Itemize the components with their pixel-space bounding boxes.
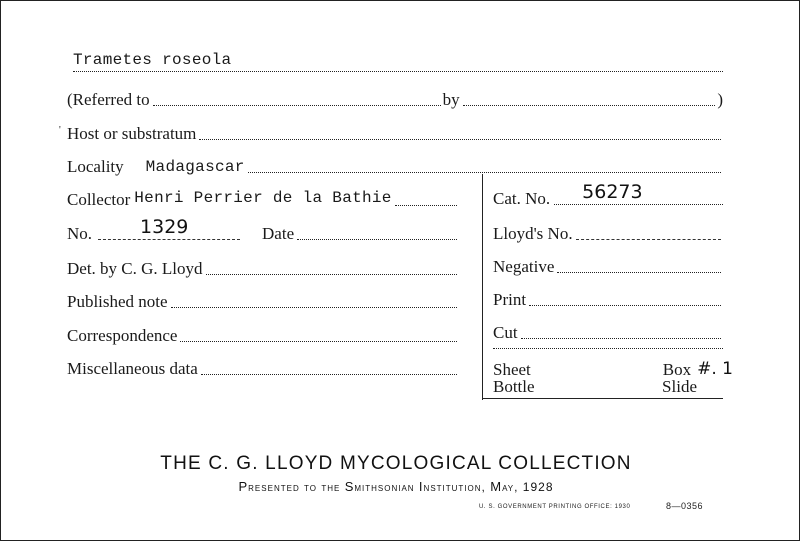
correspondence-label: Correspondence: [67, 326, 178, 345]
sheet-label: Sheet: [493, 360, 531, 379]
no-label: No.: [67, 224, 93, 243]
lloyds-no-line: [576, 239, 721, 240]
correspondence-row: [67, 327, 459, 345]
collection-title: THE C. G. LLOYD MYCOLOGICAL COLLECTION: [160, 453, 632, 474]
cut-label: Cut: [493, 323, 518, 342]
print-row: [493, 291, 723, 309]
host-row: [67, 125, 723, 143]
by-line: [463, 105, 716, 106]
negative-line: [557, 272, 721, 273]
collector-row: [67, 189, 459, 209]
lloyds-no-row: [493, 225, 723, 243]
subtitle-part: nstitution,: [423, 480, 491, 494]
misc-label: Miscellaneous data: [67, 359, 198, 378]
locality-row: [67, 158, 723, 176]
right-box-bottom: [483, 398, 723, 399]
cat-no-value: 56273: [582, 181, 643, 203]
cat-no-line: [554, 204, 723, 205]
referred-row: [67, 91, 723, 109]
subtitle-part: P: [238, 479, 249, 494]
subtitle-part: resented to the: [248, 480, 345, 494]
cat-no-row: [493, 181, 723, 208]
published-label: Published note: [67, 292, 168, 311]
collector-value: Henri Perrier de la Bathie: [134, 189, 392, 207]
locality-line: [248, 172, 721, 173]
column-divider: [482, 174, 483, 400]
det-line: [206, 274, 457, 275]
misc-line: [201, 374, 457, 375]
printing-office-note: U. S. GOVERNMENT PRINTING OFFICE: 1930: [479, 504, 631, 510]
negative-label: Negative: [493, 257, 555, 276]
form-number: 8—0356: [666, 501, 704, 511]
date-label: Date: [262, 224, 295, 243]
collector-line: [395, 205, 457, 206]
locality-value: Madagascar: [145, 158, 245, 176]
species-name: Trametes roseola: [73, 51, 232, 69]
box-label: Box: [662, 360, 692, 379]
close-paren: ): [717, 90, 723, 109]
print-label: Print: [493, 290, 527, 309]
species-row: [73, 51, 723, 69]
date-line: [297, 239, 457, 240]
host-line: [199, 139, 721, 140]
correspondence-line: [180, 341, 457, 342]
subtitle-part: mithsonian: [354, 480, 419, 494]
cut-row: [493, 324, 723, 342]
sheet-box-row: [493, 359, 733, 379]
species-underline: [73, 71, 723, 72]
bottle-label: Bottle: [493, 377, 535, 396]
locality-label: Locality: [67, 157, 124, 176]
published-row: [67, 293, 459, 311]
subtitle-part: ay, 1928: [502, 480, 554, 494]
referred-to-line: [153, 105, 441, 106]
published-line: [171, 307, 457, 308]
margin-mark: ': [59, 125, 61, 136]
cut-separator: [493, 348, 723, 349]
subtitle-part: I: [418, 479, 424, 494]
no-value: 1329: [140, 216, 189, 238]
cut-line: [521, 338, 721, 339]
collection-subtitle: [1, 479, 791, 494]
cat-no-field: [550, 181, 723, 208]
referred-to-label: (Referred to: [67, 90, 150, 109]
lloyds-no-label: Lloyd's No.: [493, 224, 573, 243]
misc-row: [67, 360, 459, 378]
no-line: [98, 239, 240, 240]
print-line: [529, 305, 721, 306]
subtitle-part: M: [490, 479, 503, 494]
host-label: Host or substratum: [67, 124, 197, 143]
number-date-row: [67, 216, 459, 243]
det-row: [67, 260, 459, 278]
slide-label: Slide: [662, 377, 697, 396]
subtitle-part: S: [344, 479, 355, 494]
box-value: #. 1: [697, 359, 733, 379]
by-label: by: [442, 90, 460, 109]
no-field: [92, 216, 240, 243]
det-label: Det. by C. G. Lloyd: [67, 259, 203, 278]
cat-no-label: Cat. No.: [493, 189, 551, 208]
collector-label: Collector: [67, 190, 131, 209]
negative-row: [493, 258, 723, 276]
bottle-slide-row: [493, 378, 723, 396]
